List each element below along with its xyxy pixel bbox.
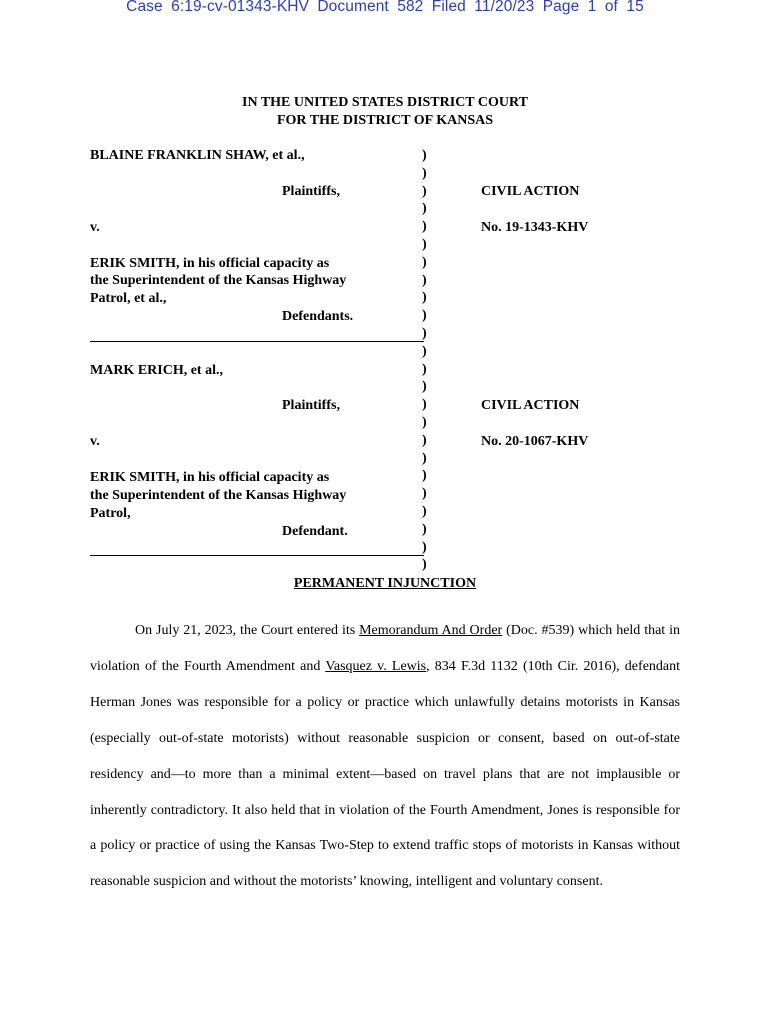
case2-divider — [90, 555, 424, 556]
case-citation: Vasquez v. Lewis — [325, 658, 427, 674]
document-title-text: PERMANENT INJUNCTION — [293, 576, 477, 591]
case2-case-number: No. 20-1067-KHV — [481, 434, 589, 449]
case2-plaintiff: MARK ERICH, et al., — [90, 363, 223, 378]
case1-plaintiff-role: Plaintiffs, — [282, 184, 340, 199]
case1-defendant-line3: Patrol, et al., — [90, 291, 167, 306]
case2-civil-action: CIVIL ACTION — [481, 398, 580, 413]
case2-defendant-role: Defendant. — [282, 524, 348, 539]
case1-defendant-line1: ERIK SMITH, in his official capacity as — [90, 256, 330, 271]
court-name-line1: IN THE UNITED STATES DISTRICT COURT — [242, 95, 528, 110]
case1-plaintiff: BLAINE FRANKLIN SHAW, et al., — [90, 148, 305, 163]
case2-plaintiff-role: Plaintiffs, — [282, 398, 340, 413]
case2-versus: v. — [90, 434, 100, 449]
case1-defendant-line2: the Superintendent of the Kansas Highway — [90, 273, 347, 288]
body-paragraph: On July 21, 2023, the Court entered its Memorandum And Order (Doc. #539) which held that in violation of the Fourth Amendment and Vasquez v. Lewis, 834 F.3d 1132 (10th Cir. 2016), defendant Herman Jones was responsible for a policy or practice which unlawfully detains motorists in Kansas (especially out-of-state motorists) without reasonable suspicion or consent, based on out-of-state residency and—to more than a minimal extent—based on travel plans that are not implausible or inherently contradictory. It also held that in violation of the Fourth Amendment, Jones is responsible for a policy or practice of using the Kansas Two-Step to extend traffic stops of motorists in Kansas without reasonable suspicion and without the motorists’ knowing, intelligent and voluntary consent. — [90, 623, 681, 890]
caption-paren-column: ) ) ) ) ) ) ) ) ) ) ) ) ) ) ) ) ) ) ) ) ) ) ) ) — [422, 148, 427, 573]
case1-civil-action: CIVIL ACTION — [481, 184, 580, 199]
body-text — [90, 613, 680, 900]
case1-divider — [90, 341, 424, 342]
case2-defendant-line3: Patrol, — [90, 506, 131, 521]
case1-defendant-role: Defendants. — [282, 309, 354, 324]
document-title — [0, 576, 770, 592]
ecf-filing-header: Case 6:19-cv-01343-KHV Document 582 Filed 11/20/23 Page 1 of 15 — [126, 0, 644, 15]
case1-versus: v. — [90, 220, 100, 235]
case2-defendant-line2: the Superintendent of the Kansas Highway — [90, 488, 347, 503]
case2-defendant-line1: ERIK SMITH, in his official capacity as — [90, 470, 330, 485]
court-caption — [0, 94, 770, 129]
case1-case-number: No. 19-1343-KHV — [481, 220, 589, 235]
court-name-line2: FOR THE DISTRICT OF KANSAS — [276, 112, 493, 128]
memorandum-reference: Memorandum And Order — [359, 623, 503, 638]
